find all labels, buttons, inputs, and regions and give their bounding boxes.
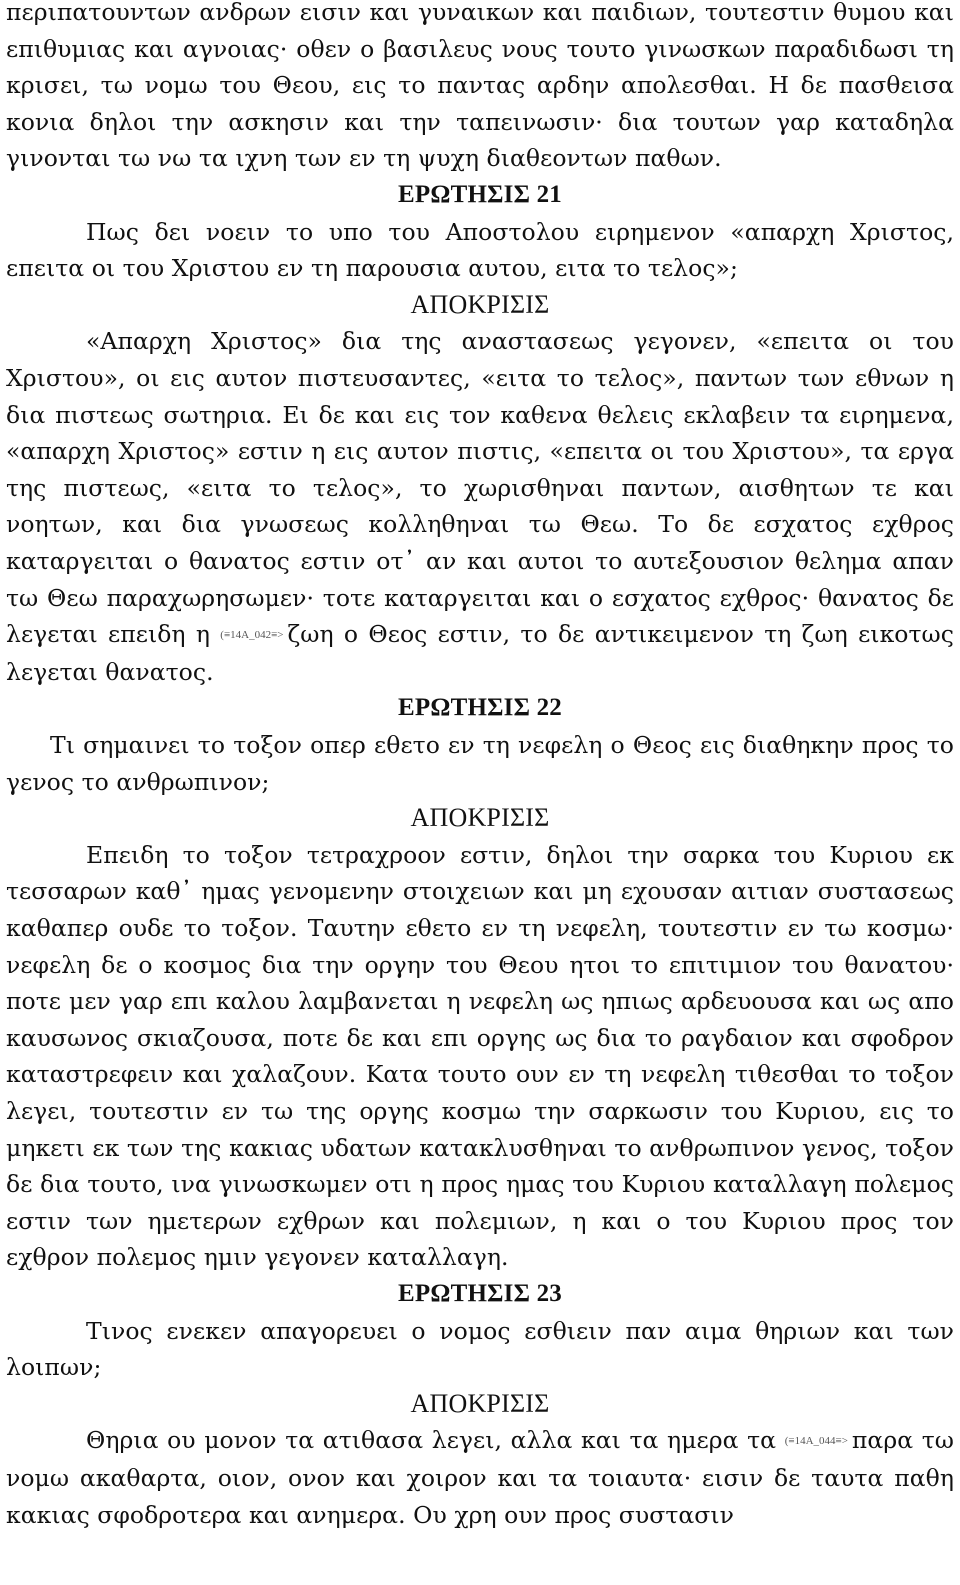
answer-heading-21: ΑΠΟΚΡΙΣΙΣ — [410, 289, 550, 319]
answer-heading-23: ΑΠΟΚΡΙΣΙΣ — [410, 1388, 550, 1418]
page-marker-14a-044: (≡14A_044≡> — [784, 1435, 848, 1448]
question-heading-22: ΕΡΩΤΗΣΙΣ 22 — [398, 694, 562, 722]
paragraph-intro: περιπατουντων ανδρων εισιν και γυναικων και παιδιων, τουτεστιν θυμου και επιθυμιας και αγνοιας· οθεν ο βασιλευς νους τουτο γινωσκων παραδιδωσι τη κρισει, τω νομω του Θεου, εις το παντας αρδην απολεσθαι. Η δε πασθεισα κονια δηλοι την ασκησιν και την ταπεινωσιν· δια τουτων γαρ καταδηλα γινονται τω νω τα ιχνη των εν τη ψυχη διαθεοντων παθων. — [6, 0, 954, 173]
question-heading-23: ΕΡΩΤΗΣΙΣ 23 — [398, 1279, 562, 1307]
question-text-22: Τι σημαινει το τοξον οπερ εθετο εν τη νεφελη ο Θεος εις διαθηκην προς το γενος το ανθρωπινον; — [6, 731, 954, 796]
answer-text-23-part2: παρα τω νομω ακαθαρτα, οιον, ονον και χοιρον και τα τοιαυτα· εισιν δε ταυτα παθη κακιας σφοδροτερα και ανημερα. Ου χρη ουν προς συστασιν — [6, 1426, 954, 1529]
answer-text-21-part1: «Απαρχη Χριστος» δια της αναστασεως γεγονεν, «επειτα οι του Χριστου», οι εις αυτον πιστευσαντες, «ειτα το τελος», παντων των εθνων η δια πιστεως σωτηρια. Ει δε και εις τον καθενα θελεις εκλαβειν τα ειρημενα, «απαρχη Χριστος» εστιν η εις αυτον πιστις, «επειτα οι του Χριστου», τα εργα της πιστεως, «ειτα το τελος», το χωρισθηναι παντων, αισθητων τε και νοητων, και δια γνωσεως κολληθηναι τω Θεω. Το δε εσχατος εχθρος καταργειται ο θανατος εστιν οτ᾽ αν και αυτοι το αυτεξουσιον θελημα απαν τω Θεω παραχωρησωμεν· τοτε καταργειται και ο εσχατος εχθρος· θανατος δε λεγεται επειδη η — [6, 327, 954, 649]
document-page — [6, 0, 954, 1533]
page-marker-14a-042: (≡14A_042≡> — [220, 629, 284, 642]
answer-text-21 — [6, 323, 954, 690]
question-heading-21: ΕΡΩΤΗΣΙΣ 21 — [398, 180, 562, 208]
answer-text-23-part1: Θηρια ου μονον τα ατιθασα λεγει, αλλα και τα ημερα τα — [86, 1426, 777, 1455]
answer-text-22: Επειδη το τοξον τετραχροον εστιν, δηλοι την σαρκα του Κυριου εκ τεσσαρων καθ᾽ ημας γενομενην στοιχειων και μη εχουσαν αιτιαν συστασεως καθαπερ ουδε το τοξον. Ταυτην εθετο εν τη νεφελη, τουτεστιν εν τω κοσμω· νεφελη δε ο κοσμος δια την οργην του Θεου ητοι το επιτιμιον του θανατου· ποτε μεν γαρ επι καλου λαμβανεται η νεφελη ως ηπιως αρδευουσα και ως απο καυσωνος σκιαζουσα, ποτε δε και επι οργης ως δια το ραγδαιον και σφοδρον καταστρεφειν και χαλαζουν. Κατα τουτο ουν εν τη νεφελη τιθεσθαι το τοξον λεγει, τουτεστιν εν τω της οργης κοσμω την σαρκωσιν του Κυριου, εις το μηκετι εκ των της κακιας υδατων κατακλυσθηναι το ανθρωπινον γενος, τοξον δε δια τουτο, ινα γινωσκωμεν οτι η προς ημας του Κυριου καταλλαγη πολεμος εστιν των ημετερων εχθρων και πολεμιων, η και ο του Κυριου προς τον εχθρον πολεμος ημιν γεγονεν καταλλαγη. — [6, 840, 954, 1272]
question-text-21: Πως δει νοειν το υπο του Αποστολου ειρημενον «απαρχη Χριστος, επειτα οι του Χριστου εν τη παρουσια αυτου, ειτα το τελος»; — [6, 217, 954, 283]
answer-text-21-part2: ζωη ο Θεος εστιν, το δε αντικειμενον τη ζωη εικοτως λεγεται θανατος. — [6, 620, 954, 686]
question-text-23: Τινος ενεκεν απαγορευει ο νομος εσθιειν παν αιμα θηριων και των λοιπων; — [6, 1316, 954, 1382]
answer-heading-22: ΑΠΟΚΡΙΣΙΣ — [410, 803, 550, 833]
answer-text-23 — [6, 1422, 954, 1533]
